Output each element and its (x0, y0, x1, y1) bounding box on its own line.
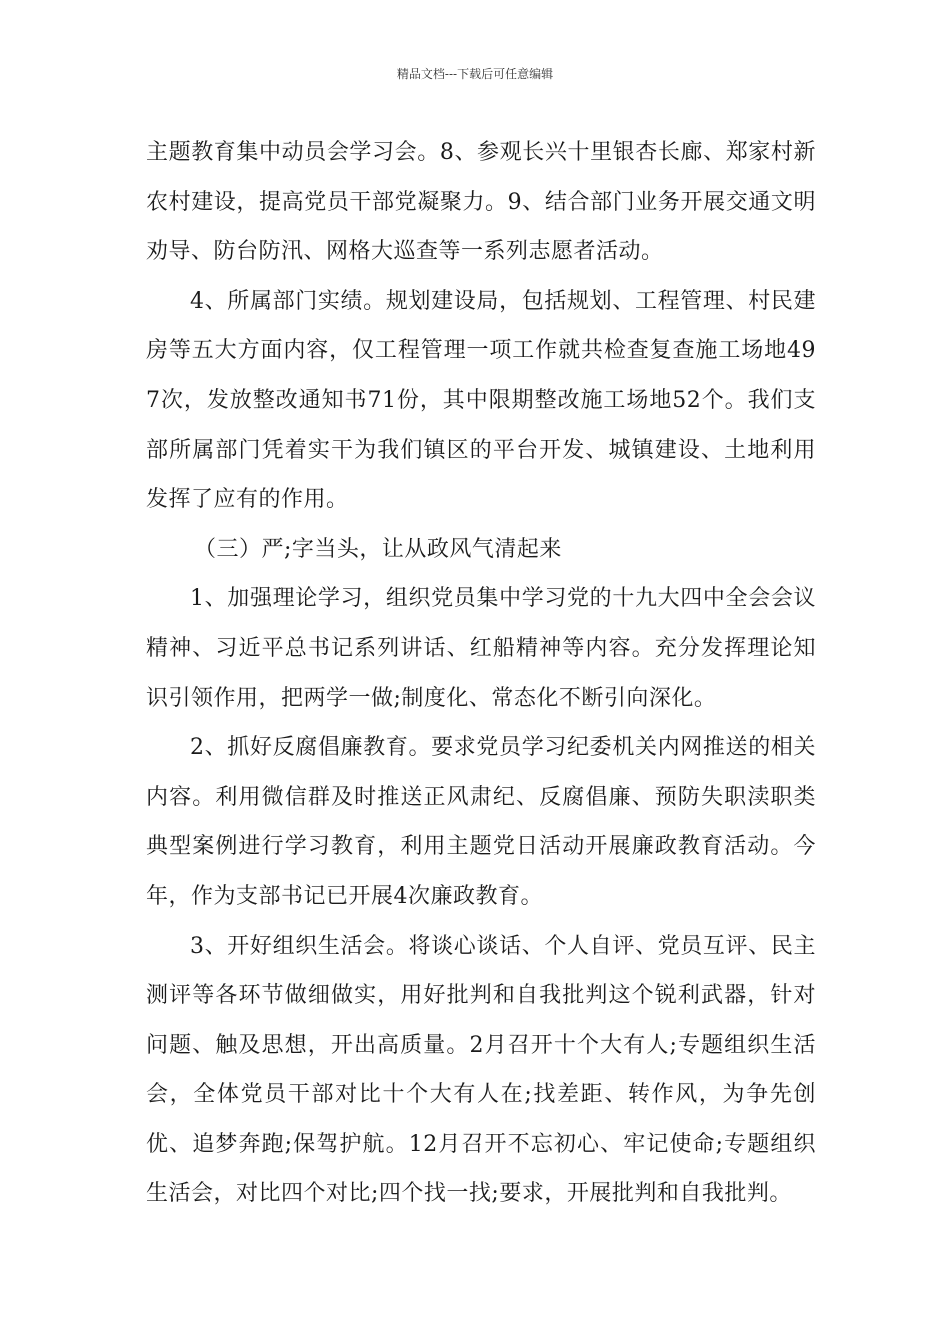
paragraph-organizational-life: 3、开好组织生活会。将谈心谈话、个人自评、党员互评、民主测评等各环节做细做实，用好批判和自我批判这个锐利武器，针对问题、触及思想，开出高质量。2月召开十个大有人;专题组织生活会，全体党员干部对比十个大有人在;找差距、转作风，为争先创优、追梦奔跑;保驾护航。12月召开不忘初心、牢记使命;专题组织生活会，对比四个对比;四个找一找;要求，开展批判和自我批判。 (146, 933, 816, 1207)
page-header: 精品文档---下载后可任意编辑 (396, 67, 554, 81)
paragraph-anti-corruption: 2、抓好反腐倡廉教育。要求党员学习纪委机关内网推送的相关内容。利用微信群及时推送正风肃纪、反腐倡廉、预防失职渎职类典型案例进行学习教育，利用主题党日活动开展廉政教育活动。今年，作为支部书记已开展4次廉政教育。 (146, 735, 816, 909)
paragraph-theory-study: 1、加强理论学习，组织党员集中学习党的十九大四中全会会议精神、习近平总书记系列讲话、红船精神等内容。充分发挥理论知识引领作用，把两学一做;制度化、常态化不断引向深化。 (146, 586, 816, 711)
paragraph-department-achievements: 4、所属部门实绩。规划建设局，包括规划、工程管理、村民建房等五大方面内容，仅工程管理一项工作就共检查复查施工场地497次，发放整改通知书71份，其中限期整改施工场地52个。我们支部所属部门凭着实干为我们镇区的平台开发、城镇建设、土地利用发挥了应有的作用。 (146, 288, 816, 513)
document-body (146, 128, 816, 1219)
section-heading: （三）严;字当头，让从政风气清起来 (194, 536, 562, 562)
paragraph-continuation: 主题教育集中动员会学习会。8、参观长兴十里银杏长廊、郑家村新农村建设，提高党员干部党凝聚力。9、结合部门业务开展交通文明劝导、防台防汛、网格大巡查等一系列志愿者活动。 (146, 140, 816, 265)
